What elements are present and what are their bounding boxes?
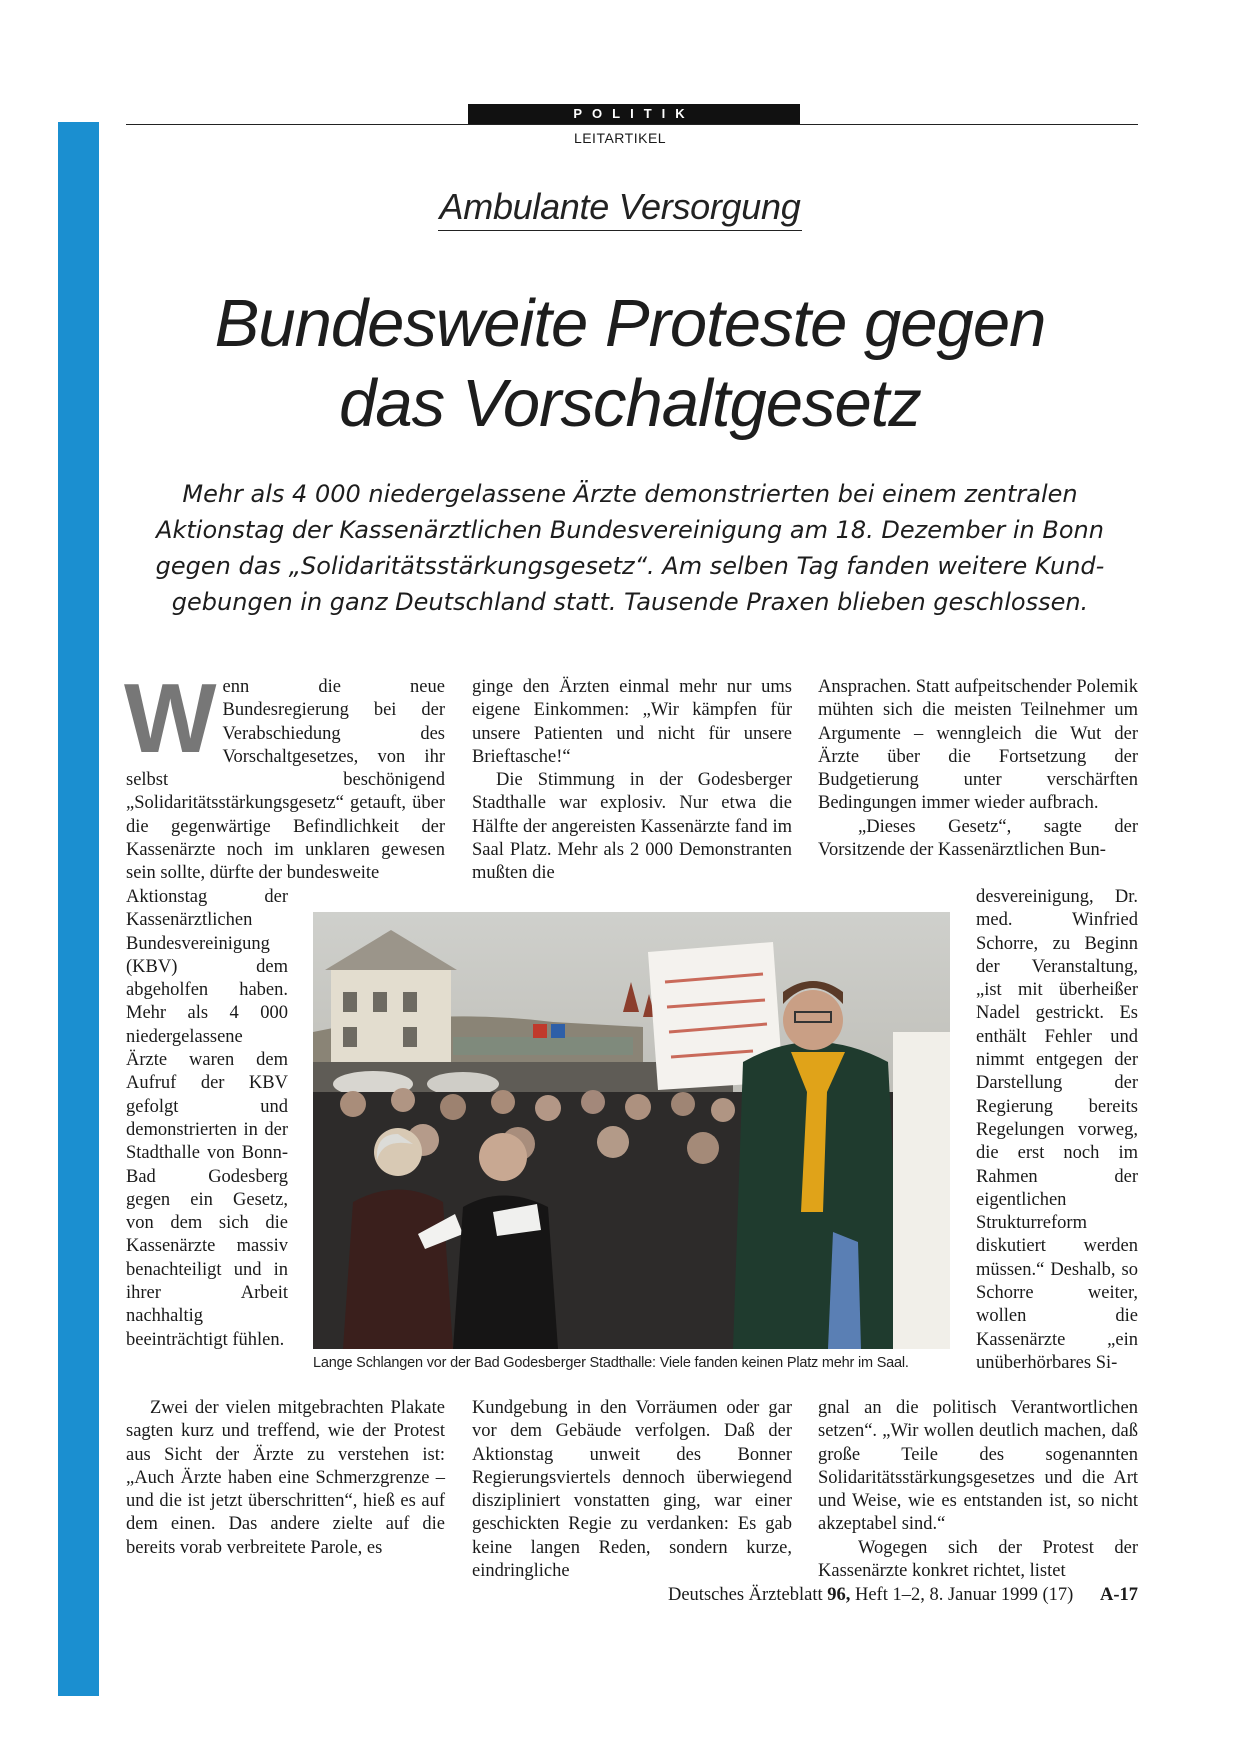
column-3-top-p1: Ansprachen. Statt aufpeitschender Polemik mühten sich die meisten Teilnehmer um Argumente – wenngleich die Wut der Ärzte über die Fortsetzung der Budgetierung unter verschärften Bedingungen immer wieder aufbrach.	[818, 677, 1138, 814]
ressort-label: POLITIK	[468, 104, 800, 124]
headline-line-2: das Vorschaltgesetz	[339, 366, 921, 441]
lead-line-2: Aktionstag der Kassenärztlichen Bundesvereinigung am 18. Dezember in Bonn	[156, 516, 1104, 544]
rubrik-label: LEITARTIKEL	[573, 130, 667, 146]
column-3-bottom-p2: Wogegen sich der Protest der Kassenärzte konkret richtet, listet	[818, 1537, 1138, 1582]
headline	[120, 284, 1140, 444]
page-footer	[668, 1585, 1138, 1606]
column-1-narrow	[126, 886, 288, 1352]
journal-issue: Heft 1–2, 8. Januar 1999 (17)	[854, 1585, 1074, 1605]
column-3-top-p2: „Dieses Gesetz“, sagte der Vorsitzende der Kassenärztlichen Bun-	[818, 816, 1138, 861]
header-rule	[126, 124, 1138, 125]
headline-line-1: Bundesweite Proteste gegen	[214, 286, 1046, 361]
column-3-narrow	[976, 886, 1138, 1375]
lead-line-1: Mehr als 4 000 niedergelassene Ärzte demonstrierten bei einem zentralen	[182, 480, 1078, 508]
lead-line-4: gebungen in ganz Deutschland statt. Tausende Praxen blieben geschlossen.	[171, 588, 1089, 616]
column-3-top	[818, 676, 1138, 862]
lead-line-3: gegen das „Solidaritätsstärkungsgesetz“. Am selben Tag fanden weitere Kund-	[155, 552, 1105, 580]
drop-cap: W	[124, 663, 217, 773]
journal-name: Deutsches Ärzteblatt	[667, 1585, 823, 1605]
column-2-bottom-text: Kundgebung in den Vorräumen oder gar vor dem Gebäude verfolgen. Daß der Aktionstag unweit des Bonner Regierungsviertels dennoch überwiegend diszipliniert vonstatten ging, war einer geschickten Regie zu verdanken: Es gab keine langen Reden, sondern kurze, eindringliche	[472, 1398, 792, 1582]
lead-paragraph	[135, 476, 1125, 620]
column-1-top-text: enn die neue Bundesregierung bei der Verabschiedung des Vorschaltgesetzes, von ihr selbst beschönigend „Solidaritätsstärkungsgesetz“ getauft, über die gegenwärtige Befindlichkeit der Kassenärzte noch im unklaren gewesen sein sollte, dürfte der bundesweite	[126, 677, 445, 884]
column-1-narrow-text: Aktionstag der Kassenärztlichen Bundesvereinigung (KBV) dem abgeholfen haben. Mehr als 4 000 niedergelassene Ärzte waren dem Aufruf der KBV gefolgt und demonstrierten in der Stadthalle von Bonn-Bad Godesberg gegen ein Gesetz, von dem sich die Kassenärzte massiv benachteiligt und in ihrer Arbeit nachhaltig beeinträchtigt fühlen.	[126, 887, 288, 1350]
article-photo	[313, 912, 950, 1349]
column-2-top-p2: Die Stimmung in der Godesberger Stadthalle war explosiv. Nur etwa die Hälfte der angereisten Kassenärzte fand im Saal Platz. Mehr als 2 000 Demonstranten mußten die	[472, 770, 792, 884]
column-1-top	[124, 663, 445, 886]
photo-caption: Lange Schlangen vor der Bad Godesberger Stadthalle: Viele fanden keinen Platz mehr im Saal.	[313, 1355, 909, 1371]
photo-illustration	[313, 912, 950, 1349]
column-2-bottom	[472, 1397, 792, 1583]
topic-line	[0, 186, 1240, 231]
page-number: A-17	[1099, 1585, 1138, 1605]
column-1-bottom-text: Zwei der vielen mitgebrachten Plakate sagten kurz und treffend, wie der Protest aus Sicht der Ärzte zu verstehen ist: „Auch Ärzte haben eine Schmerzgrenze – und die ist jetzt überschritten“, hieß es auf dem einen. Das andere zielte auf die bereits vorab verbreitete Parole, es	[126, 1398, 445, 1558]
blue-side-bar	[58, 122, 99, 1696]
column-2-top	[472, 676, 792, 886]
journal-volume: 96,	[827, 1585, 851, 1605]
column-3-bottom	[818, 1397, 1138, 1583]
column-3-bottom-p1: gnal an die politisch Verantwortlichen setzen“. „Wir wollen deutlich machen, daß große Teile des sogenannten Solidaritätsstärkungsgesetzes und die Art und Weise, wie es entstanden ist, so nicht akzeptabel sind.“	[818, 1398, 1138, 1535]
column-2-top-p1: ginge den Ärzten einmal mehr nur ums eigene Einkommen: „Wir kämpfen für unsere Patienten und nicht für unsere Brieftasche!“	[472, 677, 792, 767]
topic-label: Ambulante Versorgung	[438, 186, 803, 231]
column-1-bottom	[126, 1397, 445, 1560]
column-3-narrow-text: desvereinigung, Dr. med. Winfried Schorre, zu Beginn der Veranstaltung, „ist mit überheißer Nadel gestrickt. Es enthält Fehler und nimmt entgegen der Darstellung der Regierung bereits Regelungen vorweg, die erst noch im Rahmen der eigentlichen Strukturreform diskutiert werden müssen.“ Deshalb, so Schorre weiter, wollen die Kassenärzte „ein unüberhörbares Si-	[976, 887, 1138, 1373]
